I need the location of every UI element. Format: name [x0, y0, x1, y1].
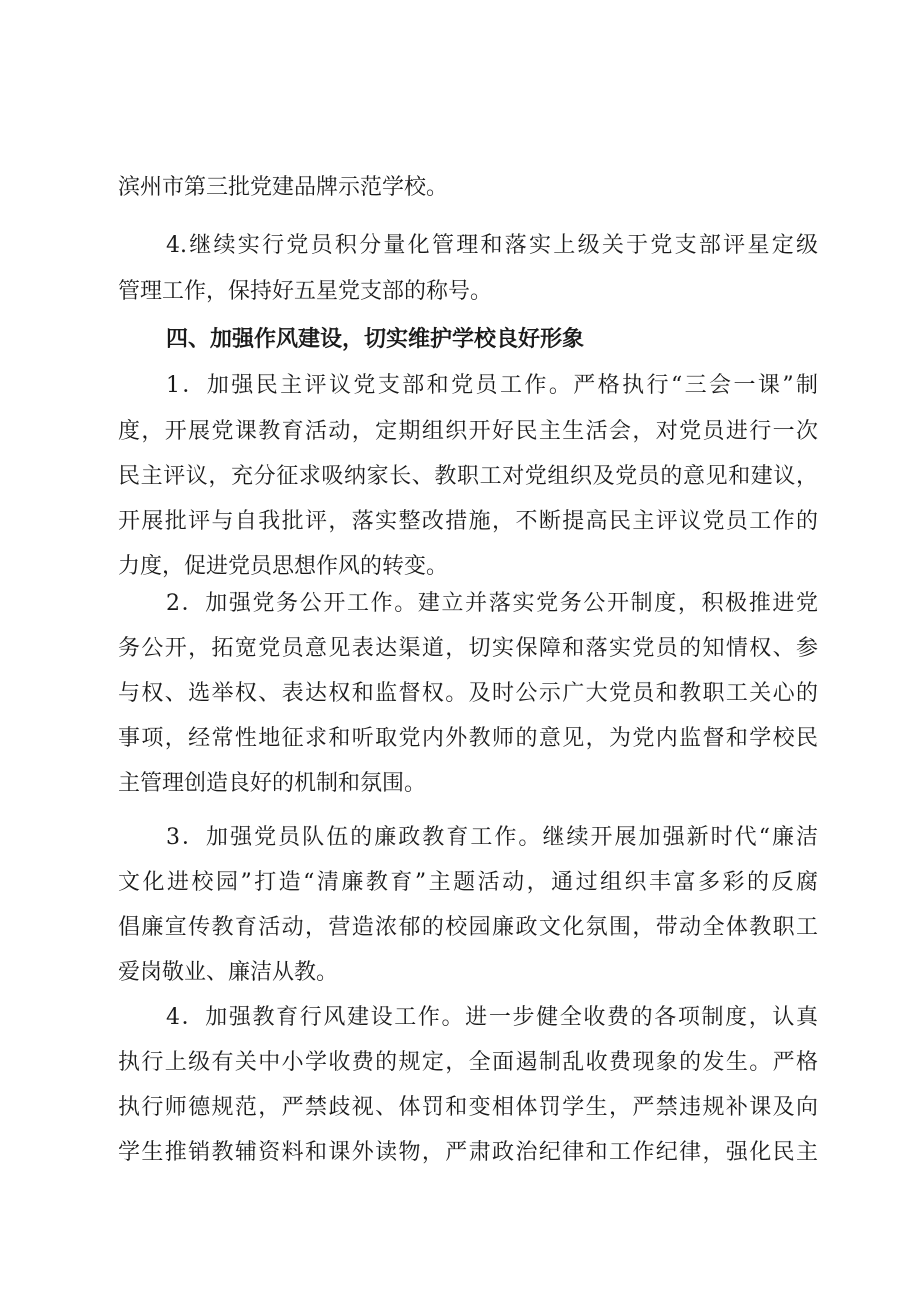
section-heading: 四、加强作风建设，切实维护学校良好形象: [166, 327, 585, 352]
paragraph-line: 管理工作，保持好五星党支部的称号。: [118, 279, 493, 304]
paragraph-line: 执行上级有关中小学收费的规定，全面遏制乱收费现象的发生。严格: [118, 1050, 818, 1075]
paragraph-line: 度，开展党课教育活动，定期组织开好民主生活会，对党员进行一次: [118, 419, 818, 444]
paragraph-line: 执行师德规范，严禁歧视、体罚和变相体罚学生，严禁违规补课及向: [118, 1095, 818, 1120]
paragraph-line: 3．加强党员队伍的廉政教育工作。继续开展加强新时代“廉洁: [166, 825, 818, 850]
paragraph-line: 滨州市第三批党建品牌示范学校。: [118, 175, 449, 200]
paragraph-line: 倡廉宣传教育活动，营造浓郁的校园廉政文化氛围，带动全体教职工: [118, 915, 818, 940]
paragraph-line: 民主评议，充分征求吸纳家长、教职工对党组织及党员的意见和建议，: [118, 464, 818, 489]
paragraph-line: 爱岗敬业、廉洁从教。: [118, 960, 339, 985]
paragraph-line: 4.继续实行党员积分量化管理和落实上级关于党支部评星定级: [166, 233, 818, 258]
paragraph-line: 文化进校园”打造“清廉教育”主题活动，通过组织丰富多彩的反腐: [118, 870, 818, 895]
paragraph-line: 主管理创造良好的机制和氛围。: [118, 771, 427, 796]
paragraph-line: 2．加强党务公开工作。建立并落实党务公开制度，积极推进党: [166, 591, 818, 616]
paragraph-line: 1．加强民主评议党支部和党员工作。严格执行“三会一课”制: [166, 373, 818, 398]
paragraph-line: 学生推销教辅资料和课外读物，严肃政治纪律和工作纪律，强化民主: [118, 1140, 818, 1165]
paragraph-line: 4．加强教育行风建设工作。进一步健全收费的各项制度，认真: [166, 1005, 818, 1030]
paragraph-line: 力度，促进党员思想作风的转变。: [118, 554, 449, 579]
paragraph-line: 事项，经常性地征求和听取党内外教师的意见，为党内监督和学校民: [118, 726, 818, 751]
paragraph-line: 开展批评与自我批评，落实整改措施，不断提高民主评议党员工作的: [118, 509, 818, 534]
paragraph-line: 与权、选举权、表达权和监督权。及时公示广大党员和教职工关心的: [118, 681, 818, 706]
paragraph-line: 务公开，拓宽党员意见表达渠道，切实保障和落实党员的知情权、参: [118, 636, 818, 661]
